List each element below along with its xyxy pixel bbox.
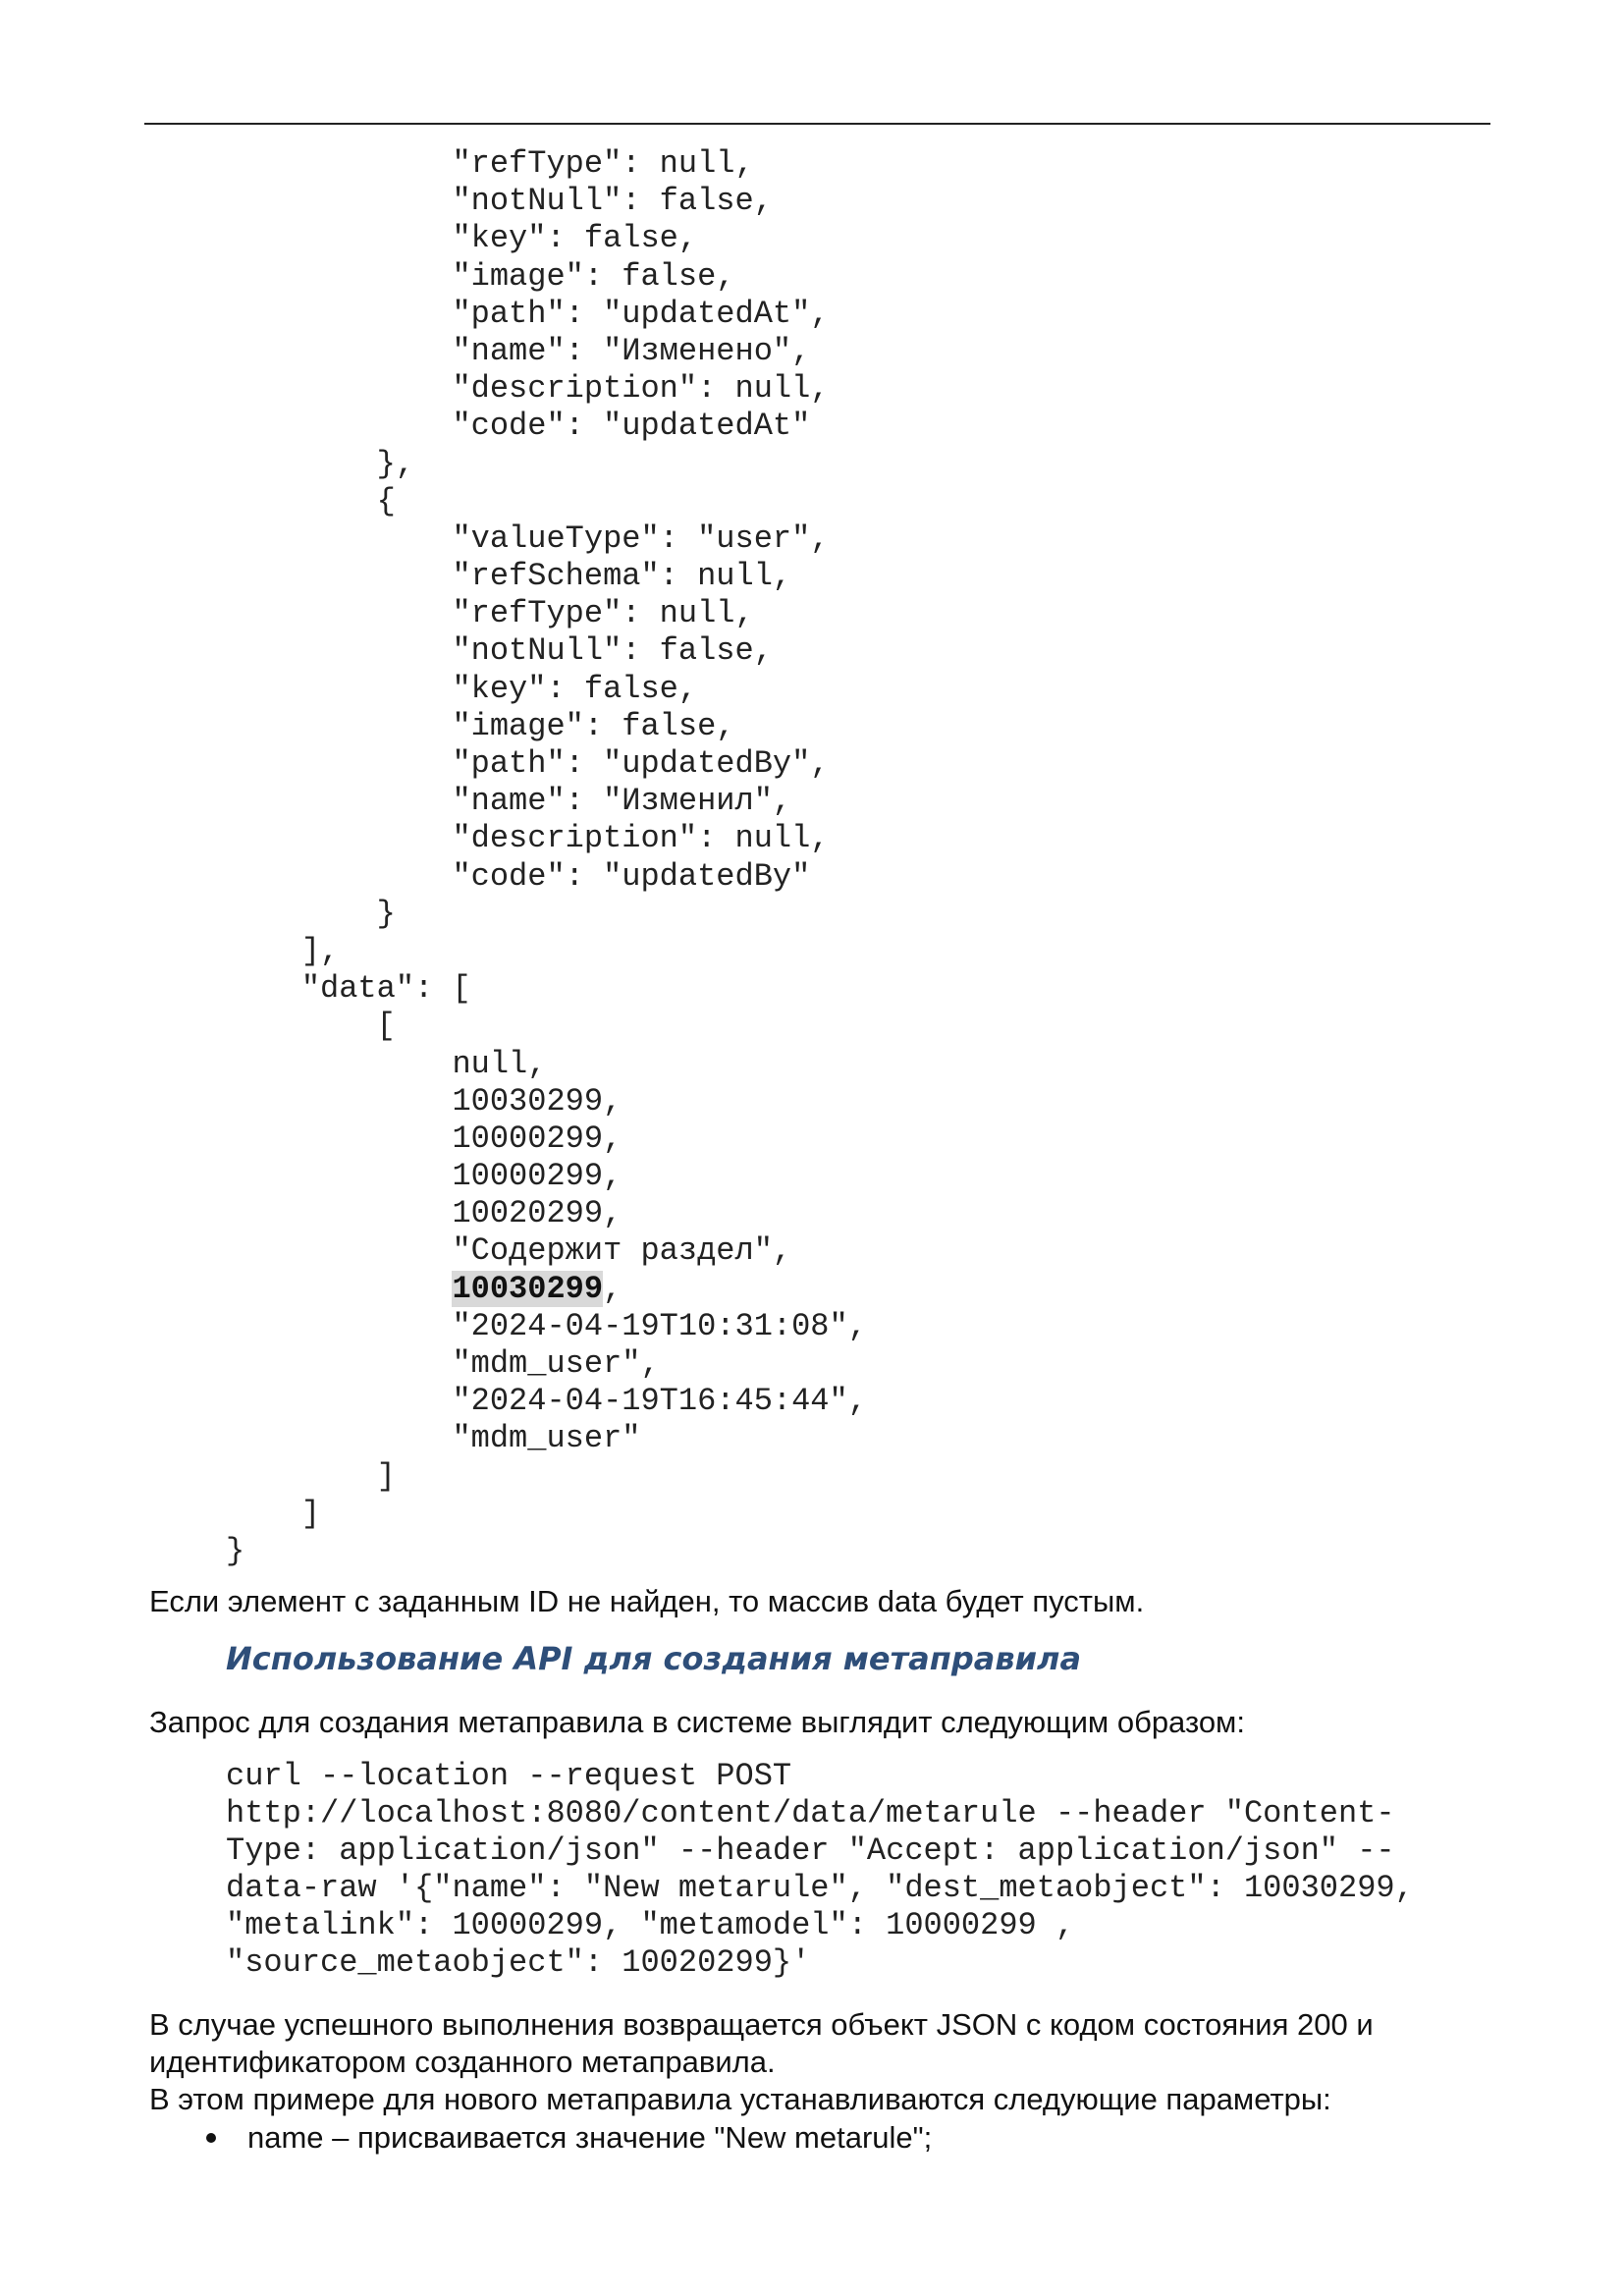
code-line-highlighted — [226, 1271, 867, 1308]
code-line: [ — [226, 1008, 396, 1045]
code-line: ] — [226, 1495, 321, 1532]
code-line: } — [226, 1532, 245, 1569]
code-line: 10020299, — [226, 1195, 622, 1232]
curl-code-block — [226, 1758, 1414, 1982]
code-line: }, — [226, 445, 415, 482]
highlighted-value: 10030299 — [452, 1270, 604, 1307]
code-line: "refSchema": null, — [226, 558, 792, 595]
code-line: "key": false, — [226, 670, 698, 707]
code-line: "data": [ — [226, 970, 471, 1008]
code-line: "path": "updatedBy", — [226, 745, 830, 782]
code-indent — [226, 1271, 452, 1307]
json-code-block — [226, 145, 867, 1570]
code-line: "code": "updatedBy" — [226, 857, 811, 895]
bullet-icon — [206, 2133, 216, 2143]
code-line: "refType": null, — [226, 145, 754, 182]
code-line: 10000299, — [226, 1158, 622, 1195]
paragraph-request: Запрос для создания метаправила в системе выглядит следующим образом: — [149, 1705, 1245, 1739]
code-line: "code": "updatedAt" — [226, 408, 811, 445]
code-line: "description": null, — [226, 820, 830, 857]
code-line: 10000299, — [226, 1120, 622, 1157]
code-line: 10030299, — [226, 1082, 622, 1120]
curl-line: curl --location --request POST — [226, 1758, 792, 1794]
code-line: "notNull": false, — [226, 183, 773, 220]
code-line: "description": null, — [226, 370, 830, 408]
header-rule — [144, 123, 1490, 125]
code-line: "Содержит раздел", — [226, 1232, 792, 1270]
code-line: "2024-04-19T16:45:44", — [226, 1383, 867, 1420]
code-line: "image": false, — [226, 257, 735, 295]
code-line: "2024-04-19T10:31:08", — [226, 1307, 867, 1344]
paragraph-success-1: В случае успешного выполнения возвращается объект JSON с кодом состояния 200 и — [149, 2007, 1374, 2042]
code-line: "key": false, — [226, 220, 698, 257]
code-line: null, — [226, 1045, 547, 1082]
curl-line: http://localhost:8080/content/data/metarule --header "Content- — [226, 1795, 1395, 1831]
highlighted-suffix: , — [603, 1270, 622, 1307]
code-line: { — [226, 482, 396, 519]
paragraph-success-2: идентификатором созданного метаправила. — [149, 2045, 776, 2079]
code-line: "valueType": "user", — [226, 519, 830, 557]
code-line: "name": "Изменил", — [226, 783, 792, 820]
code-line: "mdm_user", — [226, 1345, 660, 1382]
paragraph-empty-data: Если элемент с заданным ID не найден, то массив data будет пустым. — [149, 1584, 1145, 1618]
paragraph-example: В этом примере для нового метаправила устанавливаются следующие параметры: — [149, 2082, 1331, 2116]
curl-line: "metalink": 10000299, "metamodel": 10000299 , — [226, 1907, 1075, 1943]
code-line: ] — [226, 1457, 396, 1495]
curl-line: "source_metaobject": 10020299}' — [226, 1944, 811, 1981]
list-item — [149, 2119, 932, 2157]
code-line: "refType": null, — [226, 595, 754, 632]
code-line: ], — [226, 932, 340, 969]
section-heading: Использование API для создания метаправила — [226, 1640, 1082, 1677]
list-item-text: name – присваивается значение "New metarule"; — [247, 2120, 933, 2155]
code-line: "name": "Изменено", — [226, 332, 811, 369]
code-line: } — [226, 895, 396, 932]
curl-line: data-raw '{"name": "New metarule", "dest_metaobject": 10030299, — [226, 1870, 1414, 1906]
code-line: "mdm_user" — [226, 1420, 641, 1457]
curl-line: Type: application/json" --header "Accept: application/json" -- — [226, 1832, 1395, 1869]
code-line: "image": false, — [226, 707, 735, 744]
code-line: "path": "updatedAt", — [226, 295, 830, 332]
code-line: "notNull": false, — [226, 632, 773, 670]
parameter-list — [149, 2119, 932, 2157]
